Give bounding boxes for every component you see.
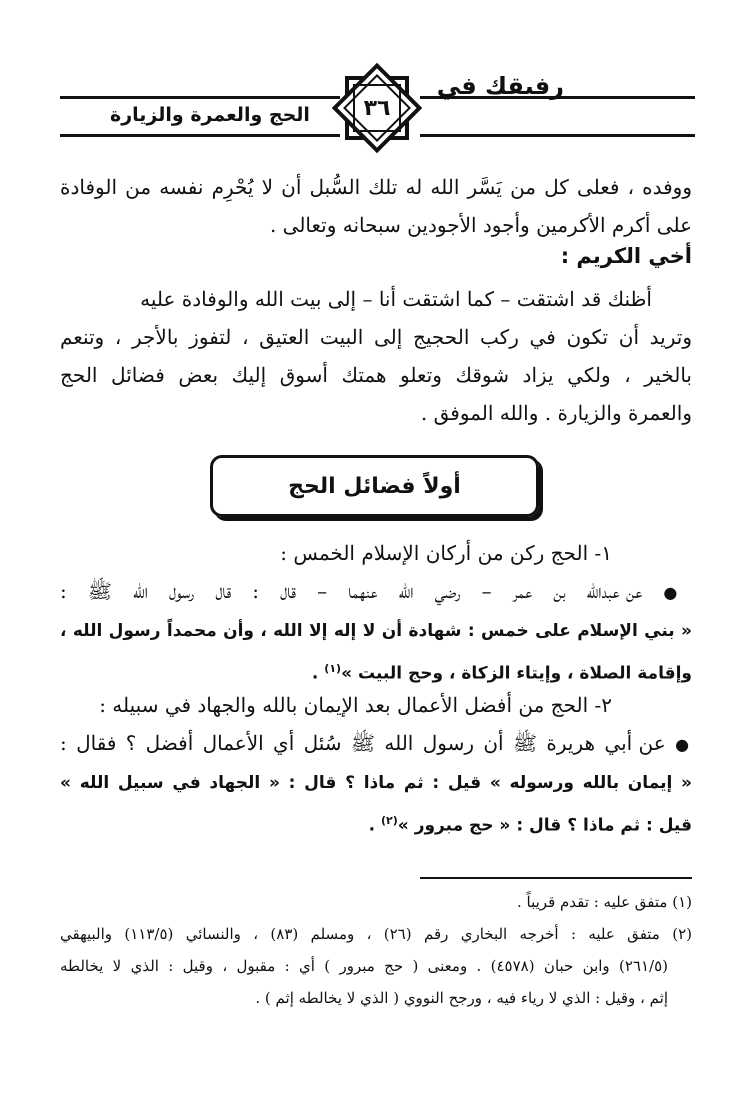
narration-line xyxy=(60,572,692,612)
footnote-2-line: إثم ، وقيل : الذي لا رياء فيه ، ورجح النووي ( الذي لا يخالطه إثم ) . xyxy=(255,989,668,1007)
header-title-bottom: الحج والعمرة والزيارة xyxy=(110,104,310,126)
point-1 xyxy=(60,534,692,693)
paragraph-line: والعمرة والزيارة . والله الموفق . xyxy=(420,401,692,425)
section-title-box xyxy=(210,455,539,517)
main-paragraph xyxy=(60,280,692,432)
point-title: ٢- الحج من أفضل الأعمال بعد الإيمان بالله والجهاد في سبيله : xyxy=(99,693,612,717)
header-rule-top-left xyxy=(60,96,340,99)
narration-line xyxy=(60,724,692,764)
intro-line: على أكرم الأكرمين وأجود الأجودين سبحانه وتعالى . xyxy=(269,213,692,237)
intro-line: ووفده ، فعلى كل من يَسَّر الله له تلك السُّبل أن لا يُحْرِم نفسه من الوفادة xyxy=(60,175,692,199)
hadith-line: « بني الإسلام على خمس : شهادة أن لا إله إلا الله ، وأن محمداً رسول الله ، xyxy=(60,621,692,641)
footnote-rule xyxy=(420,877,692,879)
footnote-ref: (٢) xyxy=(381,814,398,827)
bullet-icon: ● xyxy=(663,583,693,602)
paragraph-line: بالخير ، ولكي يزاد شوقك وتعلو همتك أسوق إليك بعض فضائل الحج xyxy=(60,363,692,387)
header-title-top: رفيقك في xyxy=(436,72,564,100)
intro-paragraph xyxy=(60,168,692,268)
paragraph-line: وتريد أن تكون في ركب الحجيج إلى البيت العتيق ، لتفوز بالأجر ، وتنعم xyxy=(60,325,692,349)
footnote-1: (١) متفق عليه : تقدم قريباً . xyxy=(517,893,692,911)
page-number: ٣٦ xyxy=(363,95,391,121)
hadith-line: « إيمان بالله ورسوله » قيل : ثم ماذا ؟ قال : « الجهاد في سبيل الله » xyxy=(60,773,692,793)
header-rule-bottom-right xyxy=(420,134,695,137)
header-rule-bottom-left xyxy=(60,134,340,137)
hadith-text: وإقامة الصلاة ، وإيتاء الزكاة ، وحج البيت » xyxy=(341,663,692,684)
point-2 xyxy=(60,686,692,845)
footnote-2-line: (٢٦١/٥) وابن حبان (٤٥٧٨) . ومعنى ( حج مبرور ) أي : مقبول ، وقيل : الذي لا يخالطه xyxy=(60,957,668,975)
footnote-ref: (١) xyxy=(324,662,342,675)
hadith-text: قيل : ثم ماذا ؟ قال : « حج مبرور » xyxy=(397,815,692,836)
footnotes xyxy=(60,886,692,1014)
narration-text: عن أبي هريرة ﷺ أن رسول الله ﷺ سُئل أي الأعمال أفضل ؟ فقال : xyxy=(60,731,666,755)
paragraph-line: أظنك قد اشتقت – كما اشتقت أنا – إلى بيت الله والوفادة عليه xyxy=(140,287,652,311)
hadith-line: قيل : ثم ماذا ؟ قال : « حج مبرور »$^{(٢)}$ . xyxy=(368,814,692,836)
section-title: أولاً فضائل الحج xyxy=(288,473,461,499)
point-title: ١- الحج ركن من أركان الإسلام الخمس : xyxy=(280,541,612,565)
hadith-line: وإقامة الصلاة ، وإيتاء الزكاة ، وحج البيت »$^{(١)}$ . xyxy=(311,662,692,684)
narration-text: عن عبدالله بن عمر – رضي الله عنهما – قال : قال رسول الله ﷺ : xyxy=(60,579,643,603)
footnote-2-line: (٢) متفق عليه : أخرجه البخاري رقم (٢٦) ، ومسلم (٨٣) ، والنسائي (١١٣/٥) والبيهقي xyxy=(60,925,692,943)
bullet-icon: ● xyxy=(675,735,693,754)
greeting-heading: أخي الكريم : xyxy=(560,244,692,268)
